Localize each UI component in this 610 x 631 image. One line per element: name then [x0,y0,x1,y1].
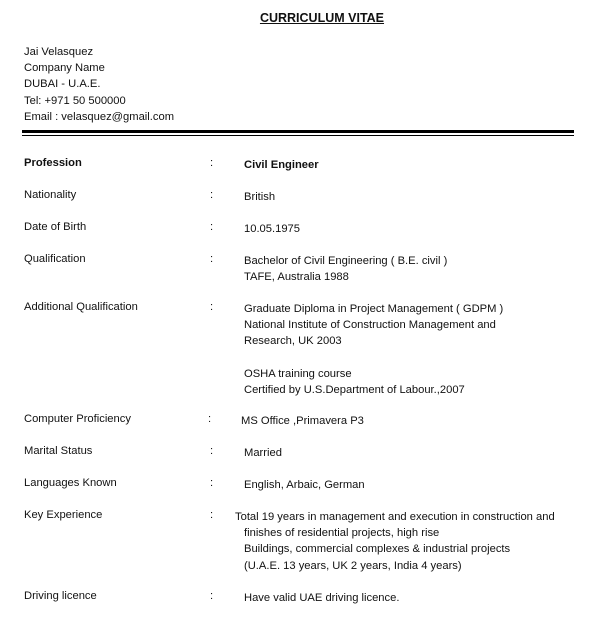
dob-value: 10.05.1975 [244,223,300,235]
qualification-line: TAFE, Australia 1988 [244,271,349,284]
contact-company: Company Name [24,62,105,75]
contact-block [24,44,174,125]
qualification-line: Bachelor of Civil Engineering ( B.E. civil ) [244,255,448,267]
profession-label: Profession [24,157,82,169]
spacer [244,350,503,366]
languages-label: Languages Known [24,477,117,489]
colon: : [210,253,214,265]
contact-email: Email : velasquez@gmail.com [24,110,175,123]
additional-line: National Institute of Construction Management and [244,319,496,332]
languages-value: English, Arbaic, German [244,479,365,491]
colon: : [210,301,214,313]
driving-label: Driving licence [24,590,97,602]
additional-qualification-value [244,301,503,398]
experience-line: (U.A.E. 13 years, UK 2 years, India 4 years) [244,559,462,572]
colon: : [210,445,214,457]
colon: : [210,189,214,201]
additional-line: Certified by U.S.Department of Labour.,2007 [244,383,465,396]
colon: : [210,157,214,169]
additional-qualification-label: Additional Qualification [24,301,138,313]
marital-label: Marital Status [24,445,93,457]
marital-value: Married [244,447,282,459]
dob-label: Date of Birth [24,221,87,233]
computer-label: Computer Proficiency [24,413,131,425]
experience-line: finishes of residential projects, high rise [244,527,440,540]
nationality-value: British [244,191,276,203]
profession-value: Civil Engineer [244,159,319,171]
experience-line: Buildings, commercial complexes & industrial projects [244,543,511,556]
colon: : [210,477,214,489]
experience-label: Key Experience [24,509,103,521]
qualification-label: Qualification [24,253,86,265]
header-divider-thick [22,130,574,133]
contact-name: Jai Velasquez [24,46,94,58]
experience-value [235,509,555,574]
additional-line: OSHA training course [244,367,352,380]
computer-value: MS Office ,Primavera P3 [241,415,364,427]
title-text: CURRICULUM VITAE [259,11,385,25]
nationality-label: Nationality [24,189,77,201]
additional-line: Research, UK 2003 [244,335,342,348]
additional-line: Graduate Diploma in Project Management ( GDPM ) [244,303,504,315]
qualification-value [244,253,447,285]
colon: : [208,413,212,425]
header-divider-thin [22,135,574,136]
contact-location: DUBAI - U.A.E. [24,78,101,91]
colon: : [210,221,214,233]
colon: : [210,509,214,521]
document-title [0,11,610,25]
colon: : [210,590,214,602]
contact-tel: Tel: +971 50 500000 [24,94,126,107]
driving-value: Have valid UAE driving licence. [244,592,400,604]
experience-line: Total 19 years in management and execution in construction and [235,511,555,523]
